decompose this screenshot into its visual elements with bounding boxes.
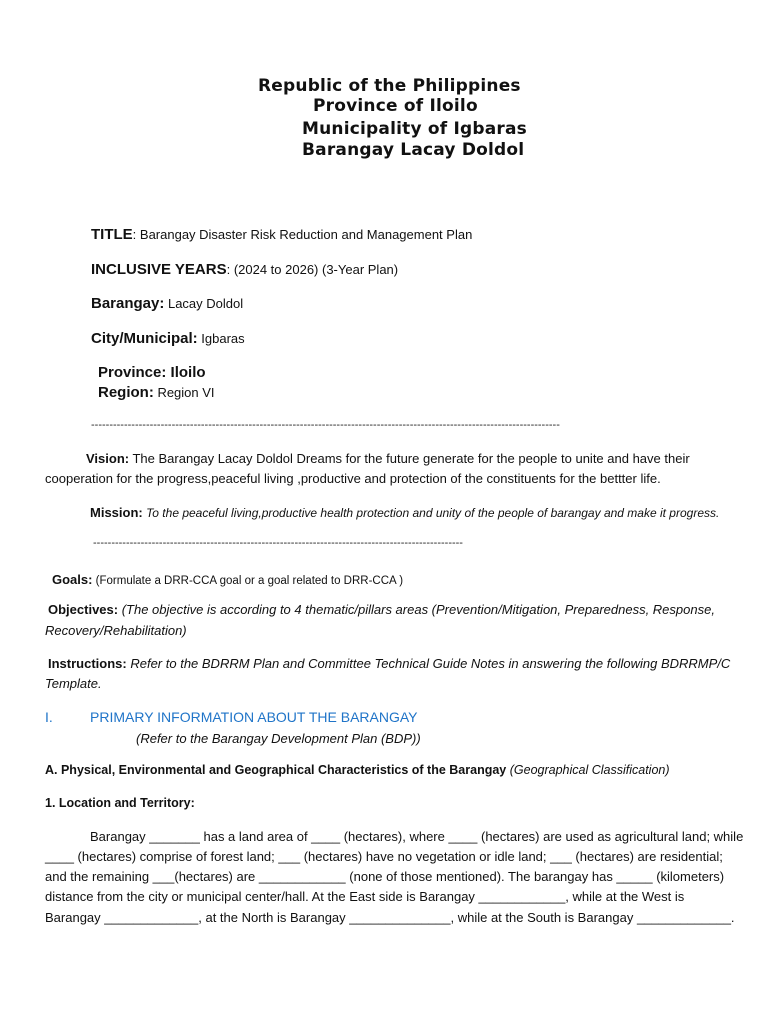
subsection-a-label: A. Physical, Environmental and Geographical Characteristics of the Barangay [45, 763, 507, 777]
location-line4: distance from the city or municipal center/hall. At the East side is Barangay ____________, while at the West is [45, 889, 685, 904]
province-field [98, 364, 206, 382]
subsection-a-note: (Geographical Classification) [506, 763, 670, 777]
separator-line: -------------------------------------------------------------------------------------------------------------------------------- [91, 419, 560, 431]
objectives-text: (The objective is according to 4 thematic/pillars areas (Prevention/Mitigation, Preparedness, Response, [118, 602, 715, 617]
mission-text: To the peaceful living,productive health protection and unity of the people of barangay and make it progress. [142, 506, 720, 520]
separator-line-2: ----------------------------------------------------------------------------------------------------- [93, 537, 463, 549]
barangay-label: Barangay: [91, 295, 165, 312]
region-field [98, 384, 215, 401]
location-line1: Barangay _______ has a land area of ____ (hectares), where ____ (hectares) are used as agricultural land; while [90, 829, 744, 844]
header-province: Province of Iloilo [313, 96, 478, 116]
city-value: Igbaras [197, 331, 245, 346]
inclusive-years-label: INCLUSIVE YEARS [91, 261, 227, 278]
inclusive-years-field [91, 261, 398, 278]
instructions-text: Refer to the BDRRM Plan and Committee Technical Guide Notes in answering the following BDRRMP/C [126, 656, 731, 671]
header-republic: Republic of the Philippines [258, 76, 521, 96]
mission-line [90, 505, 719, 520]
location-line2: ____ (hectares) comprise of forest land; ___ (hectares) have no vegetation or idle land; ___ (hectares) are residential; [45, 849, 723, 864]
vision-text: The Barangay Lacay Doldol Dreams for the future generate for the people to unite and have their [129, 451, 690, 466]
objectives-line2: Recovery/Rehabilitation) [45, 623, 187, 638]
instructions-line1 [48, 656, 730, 671]
objectives-label: Objectives: [48, 602, 119, 617]
goals-label: Goals: [52, 572, 93, 587]
mission-label: Mission: [90, 505, 143, 520]
section-number: I. [45, 709, 53, 725]
barangay-field [91, 295, 243, 312]
vision-line1 [86, 451, 690, 466]
goals-line [52, 571, 403, 589]
title-field [91, 226, 472, 243]
header-barangay: Barangay Lacay Doldol [302, 140, 525, 160]
header-municipality: Municipality of Igbaras [302, 119, 527, 139]
city-label: City/Municipal: [91, 330, 198, 347]
title-value: : Barangay Disaster Risk Reduction and Management Plan [132, 227, 473, 242]
subsection-a [45, 763, 670, 777]
region-value: Region VI [153, 385, 215, 400]
barangay-value: Lacay Doldol [164, 296, 244, 311]
instructions-line2: Template. [45, 676, 102, 691]
province-label: Province: Iloilo [98, 364, 206, 381]
location-line5: Barangay _____________, at the North is Barangay ______________, while at the South is Barangay _____________. [45, 910, 735, 925]
inclusive-years-value: : (2024 to 2026) (3-Year Plan) [226, 262, 399, 277]
section-title: PRIMARY INFORMATION ABOUT THE BARANGAY [90, 709, 418, 725]
location-line3: and the remaining ___(hectares) are ____________ (none of those mentioned). The barangay has _____ (kilometers) [45, 869, 725, 884]
section-subtitle: (Refer to the Barangay Development Plan (BDP)) [136, 731, 421, 746]
location-label: 1. Location and Territory: [45, 796, 195, 810]
region-label: Region: [98, 384, 154, 401]
vision-line2: cooperation for the progress,peaceful living ,productive and protection of the constituents for the bettter life. [45, 471, 661, 486]
city-field [91, 330, 245, 347]
objectives-line1 [48, 602, 715, 617]
instructions-label: Instructions: [48, 656, 127, 671]
goals-text: (Formulate a DRR-CCA goal or a goal related to DRR-CCA ) [92, 575, 404, 587]
vision-label: Vision: [86, 451, 130, 466]
title-label: TITLE [91, 226, 133, 243]
